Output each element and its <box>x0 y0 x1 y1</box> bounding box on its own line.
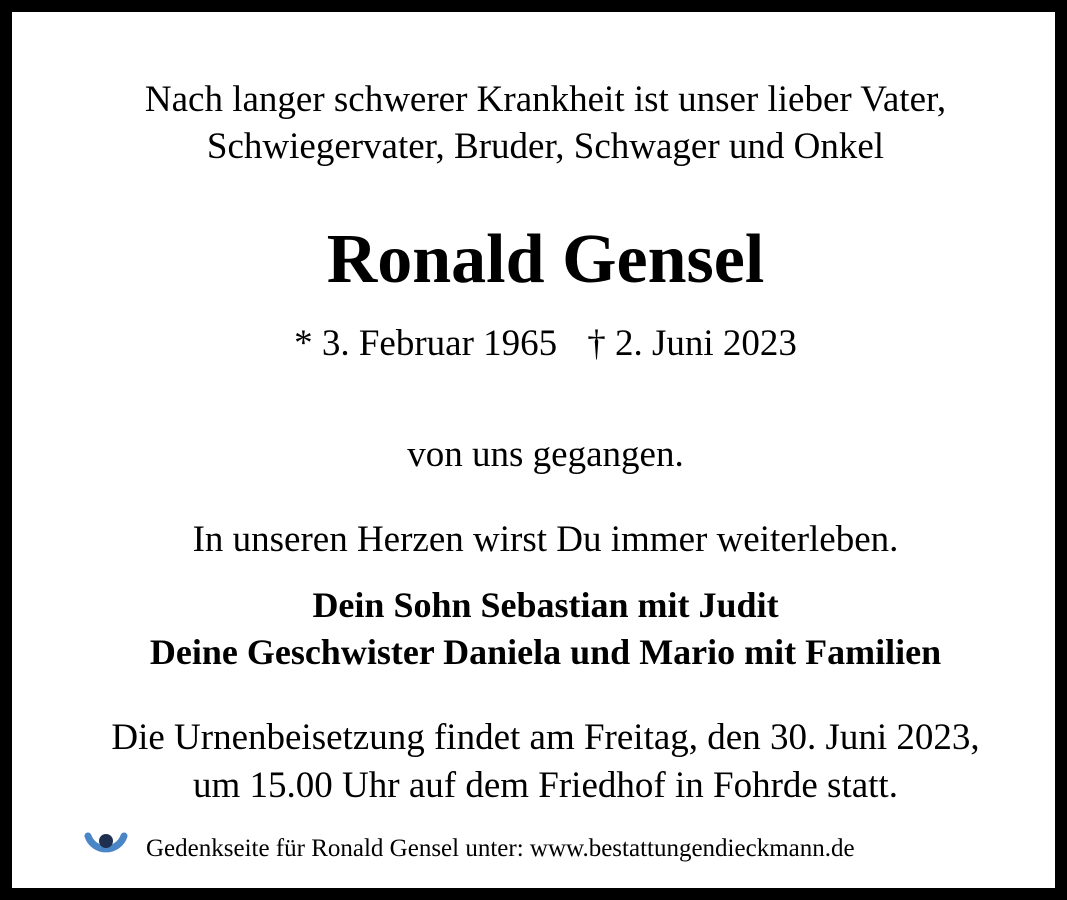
life-dates <box>12 322 1067 365</box>
ceremony-line-1: Die Urnenbeisetzung findet am Freitag, den 30. Juni 2023, <box>111 717 980 758</box>
deceased-name: Ronald Gensel <box>326 221 765 298</box>
birth-date: * 3. Februar 1965 <box>294 323 558 364</box>
signature-line-2: Deine Geschwister Daniela und Mario mit Familien <box>149 632 942 672</box>
memorial-page-footer <box>82 826 855 872</box>
intro-line-1: Nach langer schwerer Krankheit ist unser lieber Vater, <box>144 79 947 120</box>
memorial-line: In unseren Herzen wirst Du immer weiterleben. <box>192 519 899 560</box>
intro-line-2: Schwiegervater, Bruder, Schwager und Onkel <box>206 126 885 167</box>
passed-line: von uns gegangen. <box>407 434 684 475</box>
memorial-page-text: Gedenkseite für Ronald Gensel unter: www.bestattungendieckmann.de <box>146 835 855 862</box>
signature-line-1: Dein Sohn Sebastian mit Judit <box>312 585 779 625</box>
death-date: † 2. Juni 2023 <box>587 323 797 364</box>
bestattungen-logo-icon <box>82 826 130 872</box>
ceremony-line-2: um 15.00 Uhr auf dem Friedhof in Fohrde statt. <box>193 765 898 806</box>
